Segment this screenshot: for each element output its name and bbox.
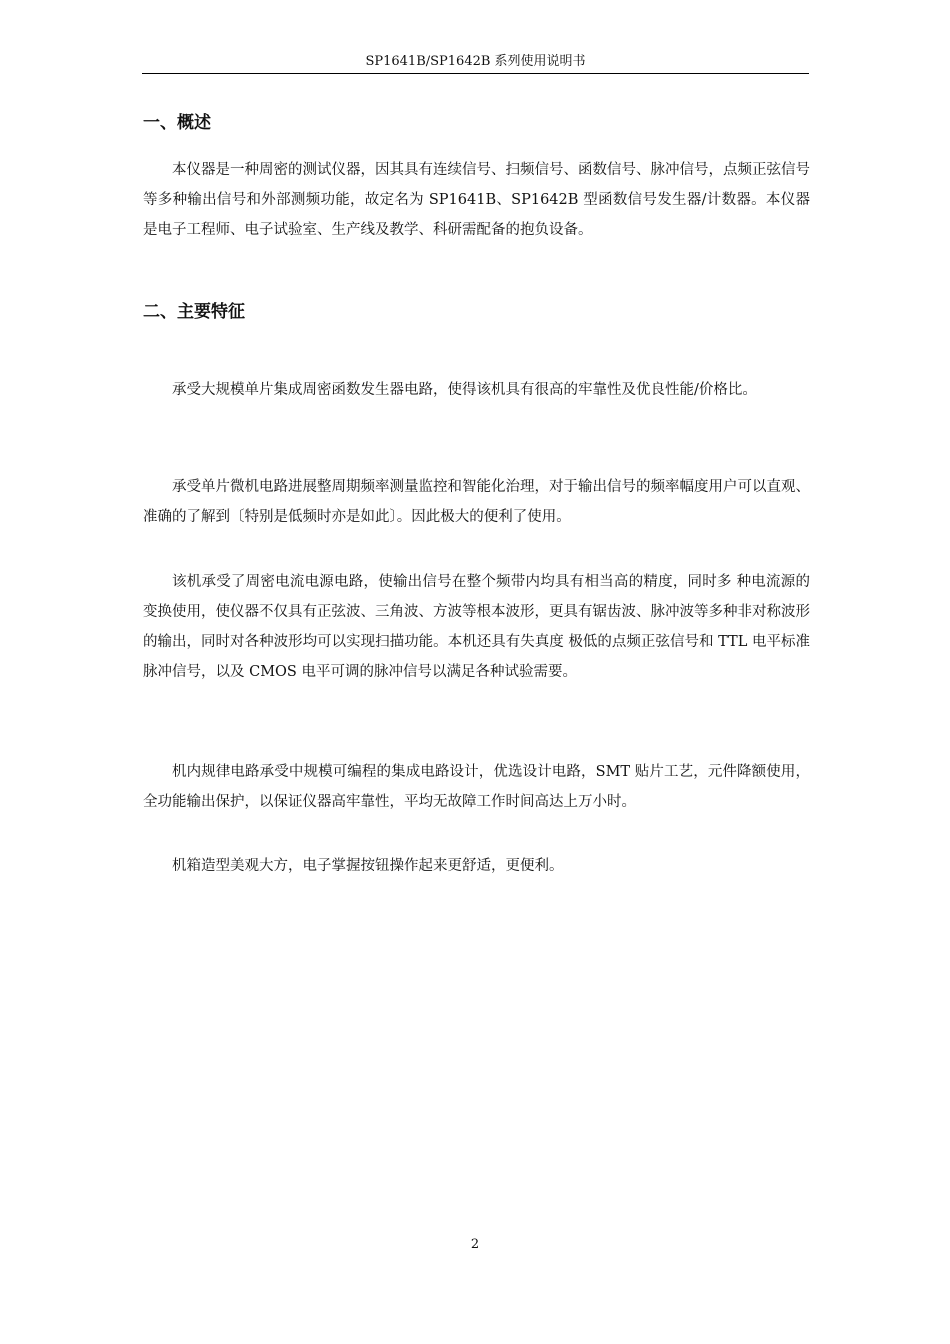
overview-paragraph: 本仪器是一种周密的测试仪器，因其具有连续信号、扫频信号、函数信号、脉冲信号，点频正弦信号等多种输出信号和外部测频功能，故定名为 SP1641B、SP1642B 型函数信号发生器/计数器。本仪器是电子工程师、电子试验室、生产线及教学、科研需配备的抱负设备。: [143, 162, 810, 238]
section-heading-features: 二、主要特征: [143, 302, 245, 322]
feature-paragraph-4: 机内规律电路承受中规模可编程的集成电路设计，优选设计电路，SMT 贴片工艺，元件降额使用，全功能输出保护，以保证仪器高牢靠性，平均无故障工作时间高达上万小时。: [143, 764, 810, 810]
page-number: 2: [470, 1237, 480, 1252]
feature-paragraph-3: 该机承受了周密电流电源电路，使输出信号在整个频带内均具有相当高的精度，同时多 种电流源的变换使用，使仪器不仅具有正弦波、三角波、方波等根本波形，更具有锯齿波、脉冲波等多种非对称波形的输出，同时对各种波形均可以实现扫描功能。本机还具有失真度 极低的点频正弦信号和 TTL 电平标准脉冲信号，以及 CMOS 电平可调的脉冲信号以满足各种试验需要。: [143, 574, 810, 680]
feature-paragraph-1: 承受大规模单片集成周密函数发生器电路，使得该机具有很高的牢靠性及优良性能/价格比。: [172, 382, 757, 398]
feature-paragraph-2: 承受单片微机电路进展整周期频率测量监控和智能化治理，对于输出信号的频率幅度用户可以直观、准确的了解到〔特别是低频时亦是如此〕。因此极大的便利了使用。: [143, 479, 810, 525]
section-heading-overview: 一、概述: [143, 113, 211, 133]
page-header: SP1641B/SP1642B 系列使用说明书: [142, 54, 809, 74]
feature-paragraph-5: 机箱造型美观大方，电子掌握按钮操作起来更舒适，更便利。: [172, 858, 564, 874]
